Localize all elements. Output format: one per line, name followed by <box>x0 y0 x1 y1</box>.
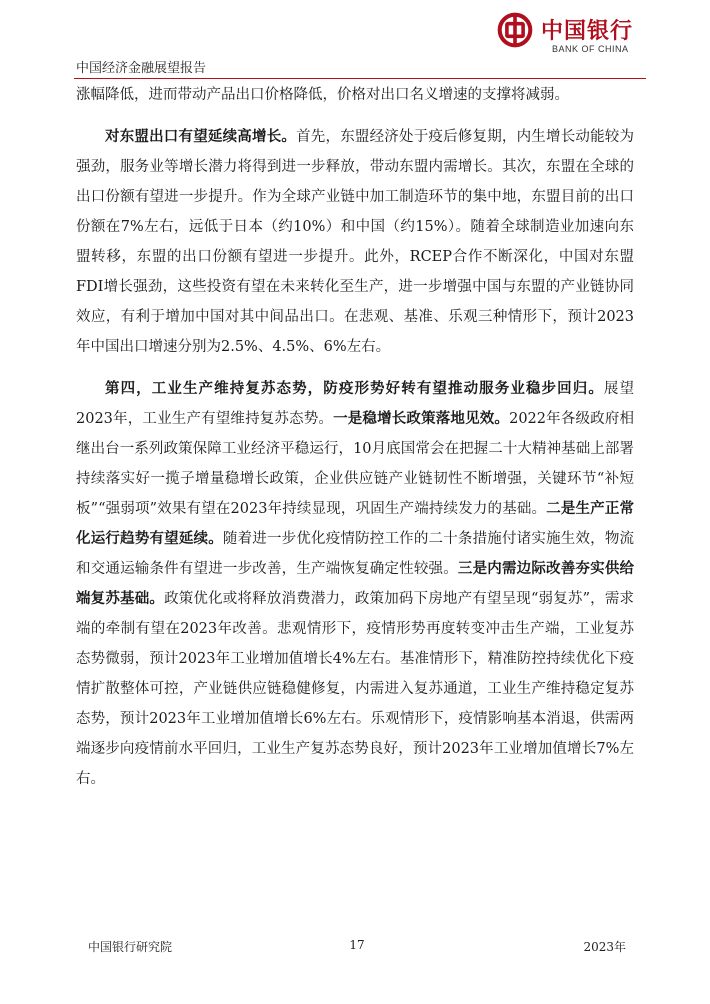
bank-of-china-logo-icon <box>497 12 533 48</box>
logo-english-text: BANK OF CHINA <box>552 44 629 54</box>
point-one: 一是稳增长政策落地见效。 <box>333 410 510 427</box>
page-number: 17 <box>349 938 365 952</box>
footer-year: 2023年 <box>583 940 626 954</box>
report-title: 中国经济金融展望报告 <box>76 61 207 76</box>
footer-institution: 中国银行研究院 <box>88 940 173 954</box>
page-footer <box>88 938 626 958</box>
logo-chinese-text: 中国银行 <box>541 19 634 44</box>
bank-logo <box>497 10 652 62</box>
point-three: 三是内需边际改善夯实供给端复苏基础。 <box>76 560 635 607</box>
paragraph-continuation: 涨幅降低，进而带动产品出口价格降低，价格对出口名义增速的支撑将减弱。 <box>76 87 569 103</box>
point-two: 二是生产正常化运行趋势有望延续。 <box>76 500 635 547</box>
page-header <box>74 0 646 79</box>
heading-fourth: 第四，工业生产维持复苏态势，防疫形势好转有望推动服务业稳步回归。 <box>105 380 604 397</box>
paragraph-industrial-production: 第四，工业生产维持复苏态势，防疫形势好转有望推动服务业稳步回归。展望2023年，工业生产有望维持复苏态势。一是稳增长政策落地见效。2022年各级政府相继出台一系列政策保障工业经济平稳运行，10月底国常会在把握二十大精神基础上部署持续落实好一揽子增量稳增长政策，企业供应链产业链韧性不断增强，关键环节“补短板”“强弱项”效果有望在2023年持续显现，巩固生产端持续发力的基础。二是生产正常化运行趋势有望延续。随着进一步优化疫情防控工作的二十条措施付诸实施生效，物流和交通运输条件有望进一步改善，生产端恢复确定性较强。三是内需边际改善夯实供给端复苏基础。政策优化或将释放消费潜力，政策加码下房地产有望呈现“弱复苏”，需求端的牵制有望在2023年改善。悲观情形下，疫情形势再度转变冲击生产端，工业复苏态势微弱，预计2023年工业增加值增长4%左右。基准情形下，精准防控持续优化下疫情扩散整体可控，产业链供应链稳健修复，内需进入复苏通道，工业生产维持稳定复苏态势，预计2023年工业增加值增长6%左右。乐观情形下，疫情影响基本消退，供需两端逐步向疫情前水平回归，工业生产复苏态势良好，预计2023年工业增加值增长7%左右。 <box>76 380 635 787</box>
heading-asean: 对东盟出口有望延续高增长。 <box>105 128 297 145</box>
main-content <box>76 80 634 794</box>
paragraph-asean-exports: 对东盟出口有望延续高增长。首先，东盟经济处于疫后修复期，内生增长动能较为强劲，服务业等增长潜力将得到进一步释放，带动东盟内需增长。其次，东盟在全球的出口份额有望进一步提升。作为全球产业链中加工制造环节的集中地，东盟目前的出口份额在7%左右，远低于日本（约10%）和中国（约15%）。随着全球制造业加速向东盟转移，东盟的出口份额有望进一步提升。此外，RCEP合作不断深化，中国对东盟FDI增长强劲，这些投资有望在未来转化至生产，进一步增强中国与东盟的产业链协同效应，有利于增加中国对其中间品出口。在悲观、基准、乐观三种情形下，预计2023年中国出口增速分别为2.5%、4.5%、6%左右。 <box>76 128 635 355</box>
